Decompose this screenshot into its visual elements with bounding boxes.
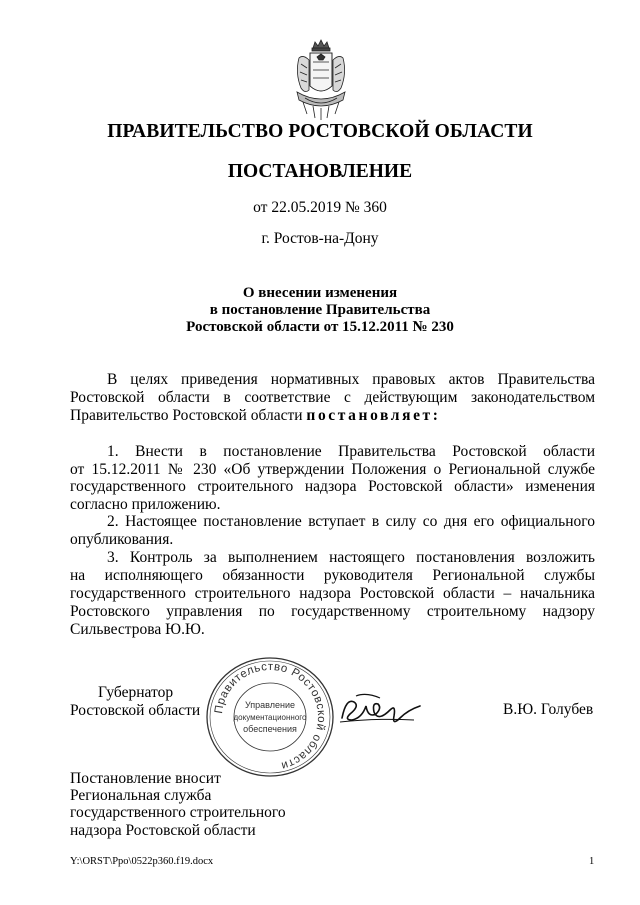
file-path: Y:\ORST\Ppo\0522p360.f19.docx xyxy=(70,856,214,867)
item2-line: опубликования. xyxy=(70,531,174,548)
position-line: Губернатор xyxy=(98,684,174,701)
document-city: г. Ростов-на-Дону xyxy=(261,230,379,247)
stamp-center-line: Управление xyxy=(244,700,296,710)
preamble-text: Правительство Ростовской области xyxy=(70,407,303,424)
preamble-line xyxy=(70,407,595,425)
government-name: ПРАВИТЕЛЬСТВО РОСТОВСКОЙ ОБЛАСТИ xyxy=(107,121,533,142)
item1-line: государственного строительного надзора Ростовской области» изменения xyxy=(70,478,595,495)
submitter-block xyxy=(70,770,286,839)
subject-line: О внесении изменения xyxy=(242,285,398,301)
handwritten-signature xyxy=(336,688,426,730)
item3-line: Сильвестрова Ю.Ю. xyxy=(70,621,205,638)
item3-line: Ростовского управления по государственному строительному надзору xyxy=(70,603,595,620)
position-line: Ростовской области xyxy=(70,702,201,719)
official-stamp xyxy=(203,654,337,780)
document-type: ПОСТАНОВЛЕНИЕ xyxy=(227,161,413,182)
item3-line: 3. Контроль за выполнением настоящего постановления возложить xyxy=(107,549,595,566)
item1-line: 1. Внести в постановление Правительства Ростовской области xyxy=(107,443,595,460)
subject-line: Ростовской области от 15.12.2011 № 230 xyxy=(186,319,454,335)
page-number: 1 xyxy=(589,856,595,867)
stamp-ring-text: Правительство Ростовской области xyxy=(212,660,328,772)
item3-line: государственного строительного надзора Ростовской области – начальника xyxy=(70,585,595,602)
submitter-line: государственного строительного xyxy=(70,804,286,822)
document-date-number: от 22.05.2019 № 360 xyxy=(253,199,387,216)
document-subject xyxy=(0,285,640,336)
decree-word: постановляет: xyxy=(306,407,441,424)
submitter-line: Региональная служба xyxy=(70,787,212,805)
rostov-oblast-coat-of-arms-icon xyxy=(293,38,349,122)
submitter-line: надзора Ростовской области xyxy=(70,821,256,839)
stamp-center-line: документационного xyxy=(233,713,307,722)
submitter-line: Постановление вносит xyxy=(70,770,221,787)
item2-line: 2. Настоящее постановление вступает в силу со дня его официального xyxy=(107,513,595,530)
item1-line: от 15.12.2011 № 230 «Об утверждении Положения о Региональной службе xyxy=(70,461,595,478)
stamp-center-line: обеспечения xyxy=(243,724,297,734)
preamble-line: В целях приведения нормативных правовых актов Правительства xyxy=(107,371,595,388)
subject-line: в постановление Правительства xyxy=(209,302,431,318)
item3-line: на исполняющего обязанности руководителя Региональной службы xyxy=(70,567,595,584)
signatory-name: В.Ю. Голубев xyxy=(503,701,594,718)
item1-line: согласно приложению. xyxy=(70,496,221,513)
signatory-position xyxy=(70,684,200,720)
preamble-line: Ростовской области в соответствие с действующим законодательством xyxy=(70,389,595,406)
